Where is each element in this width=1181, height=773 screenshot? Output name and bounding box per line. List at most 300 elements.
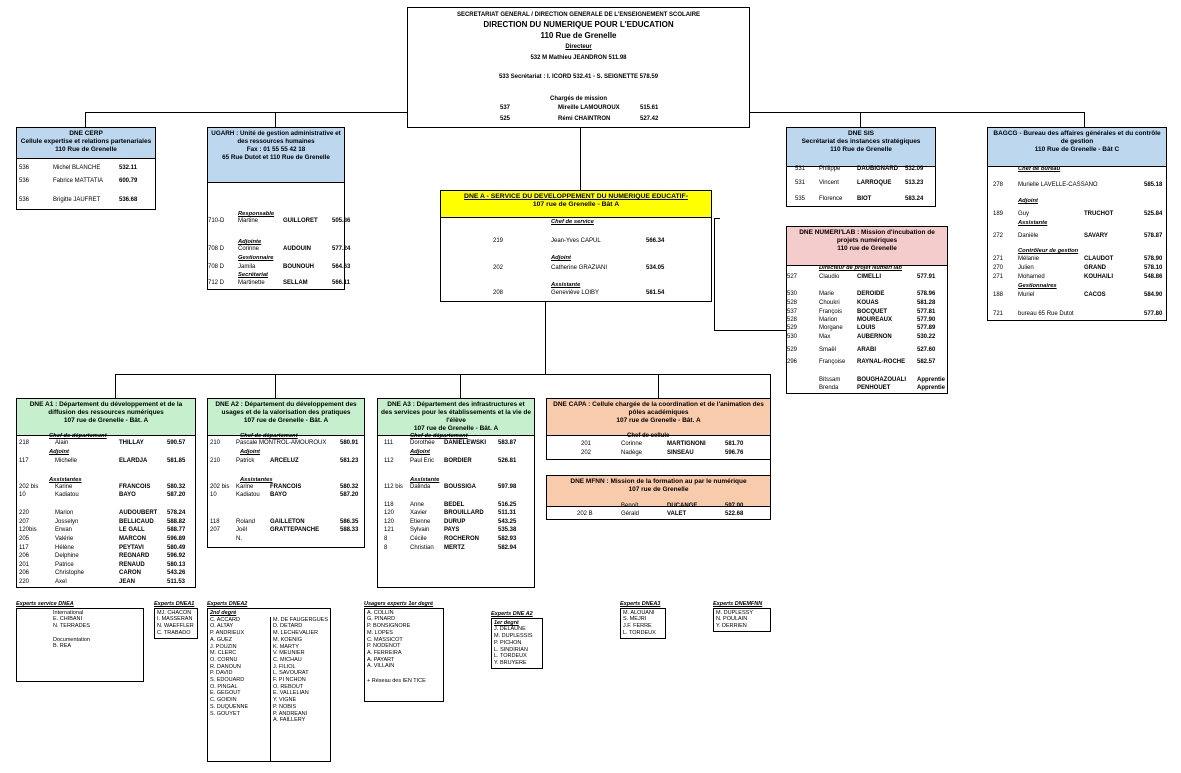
- person-ln: KOUAS: [857, 300, 879, 306]
- person-fn: Martine: [238, 218, 259, 224]
- person-row: [787, 347, 947, 355]
- connector: [460, 374, 461, 398]
- a3-address: 107 rue de Grenelle - Bât. A: [413, 425, 499, 432]
- person-no: 206: [19, 570, 30, 576]
- person-tel: 585.18: [1144, 182, 1163, 188]
- expert-name: R. DANOUN: [210, 663, 241, 670]
- expert-name: O. CORNU: [210, 656, 238, 663]
- expert-name: P. PICHON: [494, 639, 522, 646]
- person-row: [378, 440, 534, 448]
- expert-name: C. ACCARD: [210, 616, 240, 623]
- a2-address: 107 rue de Grenelle - Bât. A: [243, 417, 329, 424]
- person-row: [787, 359, 947, 367]
- person-row: [17, 519, 195, 527]
- person-row: [208, 458, 364, 466]
- person-row: [208, 484, 364, 492]
- person-name: Geneviève LOIBY: [551, 290, 600, 296]
- person-row: [378, 536, 534, 544]
- person-ln: MARCON: [119, 536, 146, 542]
- person-fn: Pascale MONTROL-AMOUROUX: [236, 440, 327, 446]
- expert-name: A. GUEZ: [210, 636, 233, 643]
- person-no: 531: [795, 166, 806, 172]
- role-label: Assistantes: [240, 477, 273, 483]
- expert-name: J. FILIOL: [273, 663, 296, 670]
- person-name: Fabrice MATTATIA: [53, 178, 104, 184]
- person-no: 10: [19, 492, 26, 498]
- person-fn: Marion: [55, 510, 74, 516]
- person-tel: 578.90: [1144, 256, 1163, 262]
- person-no: 189: [993, 211, 1004, 217]
- cm-name: Rémi CHAINTRON: [558, 116, 611, 122]
- expert-name: International: [53, 609, 84, 616]
- expert-name: M. CLERC: [210, 650, 237, 657]
- person-tel: 581.85: [167, 458, 186, 464]
- bagcg-title: BAGCG - Bureau des affaires générales et du contrôle de gestion: [993, 130, 1161, 145]
- person-fn: Murielle LAVELLE-CASSANO: [1018, 182, 1098, 188]
- person-ln: GRAND: [1084, 265, 1106, 271]
- person-fn: Karine: [236, 484, 254, 490]
- person-no: 220: [19, 510, 30, 516]
- person-fn: Bitssam: [819, 377, 841, 383]
- person-row: [17, 458, 195, 466]
- sis-subtitle: Secrétariat des instances stratégiques: [801, 138, 921, 145]
- a1-box: [16, 398, 196, 588]
- person-row: [378, 527, 534, 535]
- experts-col: [210, 617, 248, 718]
- person-ln: BOUSSIGA: [444, 484, 477, 490]
- connector: [1084, 112, 1085, 127]
- experts-mfnn: [713, 601, 771, 632]
- person-row: [17, 492, 195, 500]
- role-label: Directeur de projet Numeri'lab: [819, 265, 902, 271]
- expert-name: M. KOENIG: [273, 636, 303, 643]
- person-fn: Nadège: [621, 450, 643, 456]
- person-tel: 581.23: [340, 458, 359, 464]
- lab-box: [786, 226, 948, 394]
- a2-box: [207, 398, 365, 548]
- expert-name: A. COLLIN: [367, 609, 394, 616]
- person-fn: Morgane: [819, 325, 843, 331]
- person-tel: 522.68: [725, 511, 744, 517]
- expert-name: L. TORDEUX: [623, 629, 656, 636]
- person-no: 118: [210, 519, 220, 525]
- person-ln: LOUIS: [857, 325, 876, 331]
- person-no: 112 bis: [384, 484, 403, 490]
- role-label: Adjoint: [551, 255, 571, 261]
- person-tel: 588.82: [167, 519, 186, 525]
- expert-name: P. ANDREANI: [273, 710, 308, 717]
- person-row: [787, 166, 935, 174]
- person-row: [441, 290, 711, 298]
- role-label: Assistante: [410, 477, 440, 483]
- person-ln: BAYO: [119, 492, 136, 498]
- person-tel: 578.96: [917, 291, 936, 297]
- expert-name: K. MARTY: [273, 643, 299, 650]
- person-ln: CLAUDOT: [1084, 256, 1114, 262]
- person-fn: bureau 65 Rue Dutot: [1018, 311, 1074, 317]
- person-ln: DUCANGE: [667, 503, 698, 509]
- a3-header: [378, 399, 534, 436]
- person-fn: Delphine: [55, 553, 79, 559]
- expert-name: M. ALOUANI: [623, 609, 655, 616]
- connector: [714, 218, 720, 219]
- person-tel: 548.86: [1144, 274, 1163, 280]
- expert-name: S. EDOUARD: [210, 677, 245, 684]
- person-tel: 526.81: [498, 458, 517, 464]
- expert-name: M. DE FAUGERGUES: [273, 616, 329, 623]
- expert-name: N. TERRADES: [53, 623, 90, 630]
- person-fn: Kadiatou: [236, 492, 260, 498]
- expert-name: M. DUPLESSY: [716, 609, 753, 616]
- person-row: [17, 484, 195, 492]
- expert-name: P. DAVID: [210, 670, 233, 677]
- role-label: Adjoint: [410, 449, 430, 455]
- person-fn: Vincent: [819, 180, 839, 186]
- experts-title: Experts DNEA2: [207, 601, 248, 607]
- person-no: 118: [384, 502, 394, 508]
- person-tel: 535.38: [498, 527, 517, 533]
- person-fn: N.: [236, 536, 242, 542]
- person-tel: 511.31: [498, 510, 517, 516]
- person-tel: 587.20: [167, 492, 186, 498]
- ugarh-box: [207, 127, 351, 290]
- person-row: [988, 211, 1166, 219]
- person-row: [787, 196, 935, 204]
- person-no: 536: [19, 165, 30, 171]
- ugarh-fax: Fax : 01 55 55 42 18: [246, 146, 306, 153]
- person-tel: 527.60: [917, 347, 936, 353]
- expert-name: I. MASSERAN: [157, 616, 193, 623]
- person-tel: 532.09: [905, 166, 924, 172]
- sis-address: 110 Rue de Grenelle: [830, 146, 892, 153]
- person-row: [988, 274, 1166, 282]
- person-fn: Philippe: [819, 166, 841, 172]
- person-fn: Erwan: [55, 527, 73, 533]
- person-ln: ARCELUZ: [270, 458, 299, 464]
- person-tel: 597.98: [498, 484, 517, 490]
- expert-name: D. DETARD: [273, 623, 303, 630]
- person-no: 112: [384, 458, 394, 464]
- experts-title: Experts DNEMFNN: [713, 601, 763, 607]
- person-no: 219: [493, 238, 504, 244]
- person-no: 207: [210, 527, 221, 533]
- person-no: 218: [19, 440, 30, 446]
- person-no: 530: [787, 334, 798, 340]
- cm-tel: 515.61: [640, 105, 659, 111]
- role-label: Adjoint: [240, 449, 260, 455]
- person-no: 531: [795, 180, 806, 186]
- person-fn: Françoise: [819, 359, 846, 365]
- person-ln: MARTIGNONI: [667, 441, 706, 447]
- person-no: 201: [581, 441, 592, 447]
- person-ln: JEAN: [119, 579, 136, 585]
- sis-title: DNE SIS: [847, 130, 874, 137]
- expert-name: M. LECHEVALIER: [273, 630, 319, 637]
- person-no: 529: [787, 347, 798, 353]
- a3-box: [377, 398, 535, 588]
- expert-name: C. MICHAU: [273, 656, 302, 663]
- expert-name: Y. DERRIEN: [716, 623, 747, 630]
- person-ln: LE GALL: [119, 527, 145, 533]
- person-no: 202: [493, 265, 504, 271]
- person-tel: 600.79: [119, 178, 138, 184]
- role-label: Secrétariat: [238, 272, 268, 278]
- person-fn: Marie: [819, 291, 835, 297]
- person-fn: Kadiatou: [55, 492, 79, 498]
- person-row: [787, 291, 947, 299]
- person-tel: 582.94: [498, 545, 517, 551]
- person-ln: BROUILLARD: [444, 510, 484, 516]
- person-fn: Karine: [55, 484, 73, 490]
- cerp-title: DNE CERP: [69, 130, 103, 137]
- person-fn: Axel: [55, 579, 67, 585]
- person-no: 206: [19, 553, 30, 559]
- person-tel: 534.05: [646, 265, 665, 271]
- cm-no: 525: [500, 116, 511, 122]
- director-line: 532 M Mathieu JEANDRON 511.98: [530, 55, 627, 61]
- role-label: Chef de département: [49, 433, 107, 439]
- person-tel: 577.24: [332, 246, 351, 252]
- a3-title: DNE A3 : Département des infrastructures et des services pour les établissements et la vie de l'élève: [381, 401, 531, 424]
- expert-name: O. ALTAY: [210, 623, 234, 630]
- person-tel: 581.54: [646, 290, 665, 296]
- cerp-address: 110 Rue de Grenelle: [55, 146, 117, 153]
- expert-name: A. FAILLERY: [273, 717, 306, 724]
- person-tel: 581.28: [917, 300, 936, 306]
- person-ln: DAUBIGNARD: [857, 166, 898, 172]
- person-ln: SINSEAU: [667, 450, 694, 456]
- person-row: [787, 180, 935, 188]
- expert-name: Y. VIGNE: [273, 697, 297, 704]
- person-fn: Patrick: [236, 458, 255, 464]
- person-row: [17, 579, 195, 587]
- person-row: [17, 570, 195, 578]
- person-no: 8: [384, 545, 388, 551]
- person-tel: 530.22: [917, 334, 936, 340]
- person-tel: 582.57: [917, 359, 936, 365]
- person-ln: DEROIDE: [857, 291, 885, 297]
- person-no: 117: [19, 458, 29, 464]
- person-tel: 596.76: [725, 450, 744, 456]
- person-ln: CARON: [119, 570, 141, 576]
- person-no: 202 bis: [19, 484, 39, 490]
- person-ln: BAYO: [270, 492, 287, 498]
- lab-header: [787, 227, 947, 266]
- dnea-title: DNE A - SERVICE DU DEVELOPPEMENT DU NUMERIQUE EDUCATIF-: [464, 193, 688, 200]
- connector: [860, 112, 861, 127]
- experts-a3: [620, 601, 666, 639]
- person-fn: Joël: [236, 527, 248, 533]
- person-tel: 580.91: [340, 440, 359, 446]
- person-tel: 566.34: [646, 238, 665, 244]
- person-fn: Smaël: [819, 347, 837, 353]
- person-tel: 578.87: [1144, 233, 1163, 239]
- person-ln: ARABI: [857, 347, 876, 353]
- person-row: [378, 458, 534, 466]
- person-fn: Josselyn: [55, 519, 79, 525]
- mfnn-address: 107 rue de Grenelle: [628, 486, 689, 493]
- person-no: 202 bis: [210, 484, 230, 490]
- person-fn: Brenda: [819, 385, 839, 391]
- person-ln: BORDIER: [444, 458, 472, 464]
- person-fn: Anne: [410, 502, 425, 508]
- experts-dnea1: [154, 601, 198, 639]
- person-tel: 505.86: [332, 218, 351, 224]
- person-no: 201: [19, 562, 30, 568]
- dnea-header: [441, 191, 711, 218]
- person-tel: 532.11: [119, 165, 138, 171]
- person-ln: CACOS: [1084, 292, 1106, 298]
- person-no: 208: [493, 290, 504, 296]
- experts-list: [154, 608, 198, 639]
- connector: [275, 112, 276, 127]
- person-ln: KOUHAILI: [1084, 274, 1113, 280]
- top-line-2: DIRECTION DU NUMERIQUE POUR L'EDUCATION: [483, 20, 674, 29]
- person-tel: 590.57: [167, 440, 186, 446]
- person-row: [787, 300, 947, 308]
- person-tel: 577.91: [917, 274, 936, 280]
- person-name: Brigitte JAUFRET: [53, 197, 101, 203]
- capa-box: [546, 398, 771, 460]
- ugarh-header: [208, 128, 344, 183]
- person-row: [378, 545, 534, 553]
- person-no: 121: [384, 527, 395, 533]
- expert-name: N. POULAIN: [716, 616, 748, 623]
- expert-name: S. DUQUENNE: [210, 703, 249, 710]
- person-row: [787, 309, 947, 317]
- role-label: Chef de bureau: [1018, 166, 1061, 172]
- person-tel: 543.26: [167, 570, 186, 576]
- experts-subtitle: 2nd degré: [210, 609, 237, 616]
- person-row: [787, 385, 947, 393]
- person-fn: Max: [819, 334, 831, 340]
- person-ln: THILLAY: [119, 440, 144, 446]
- connector: [658, 374, 659, 398]
- person-tel: 577.89: [917, 325, 936, 331]
- role-label: Adjointe: [238, 239, 262, 245]
- sis-header: [787, 128, 935, 167]
- person-tel: 566.11: [332, 280, 351, 286]
- person-no: 712 D: [208, 280, 225, 286]
- person-ln: PENHOUET: [857, 385, 891, 391]
- experts-list: [207, 608, 331, 762]
- person-fn: Corinne: [238, 246, 260, 252]
- a2-header: [208, 399, 364, 436]
- person-row: [208, 536, 364, 544]
- connector: [115, 374, 771, 375]
- person-no: 272: [993, 233, 1004, 239]
- person-tel: 586.35: [340, 519, 359, 525]
- experts-subtitle: 1er degré: [494, 619, 519, 626]
- person-tel: 577.90: [917, 317, 936, 323]
- expert-name: P. NODENOT: [367, 643, 401, 650]
- role-label: Adjoint: [49, 449, 69, 455]
- person-ln: MERTZ: [444, 545, 465, 551]
- a2-title: DNE A2 : Département du développement des usages et de la valorisation des pratiques: [215, 401, 357, 416]
- person-no: 270: [993, 265, 1004, 271]
- person-ln: DANIELEWSKI: [444, 440, 486, 446]
- person-fn: Hélène: [55, 545, 75, 551]
- person-no: 202: [581, 450, 592, 456]
- person-tel: 580.32: [167, 484, 186, 490]
- mfnn-title: DNE MFNN : Mission de la formation au par le numérique: [570, 478, 747, 485]
- person-fn: Martinette: [238, 280, 265, 286]
- connector: [545, 302, 546, 374]
- person-fn: Etienne: [410, 519, 431, 525]
- expert-name: J. POUZIN: [210, 643, 237, 650]
- person-tel: 583.87: [498, 440, 517, 446]
- person-tel: 596.92: [167, 553, 186, 559]
- person-fn: Roland: [236, 519, 256, 525]
- experts-usagers: [364, 601, 444, 702]
- expert-name: C. TRABADO: [157, 629, 191, 636]
- person-tel: 516.25: [498, 502, 517, 508]
- person-row: [208, 246, 351, 254]
- person-fn: Benoît: [621, 503, 639, 509]
- person-row: [208, 527, 364, 535]
- expert-name: P. NOBIS: [273, 703, 297, 710]
- person-fn: Mélanie: [1018, 256, 1040, 262]
- person-row: [208, 264, 351, 272]
- person-no: 296: [787, 359, 798, 365]
- person-row: [787, 317, 947, 325]
- person-row: [988, 292, 1166, 300]
- person-row: [441, 265, 711, 273]
- experts-dnea: [16, 601, 144, 682]
- person-tel: 577.81: [917, 309, 936, 315]
- person-row: [378, 510, 534, 518]
- person-no: 530: [787, 291, 798, 297]
- experts-title: Experts DNEA3: [620, 601, 661, 607]
- direction-box: [407, 7, 750, 128]
- expert-name: N. WAEFFLER: [157, 623, 194, 630]
- person-row: [787, 325, 947, 333]
- person-tel: 525.84: [1144, 211, 1163, 217]
- person-fn: Muriel: [1018, 292, 1035, 298]
- person-ln: PEYTAVI: [119, 545, 144, 551]
- person-tel: 578.24: [167, 510, 186, 516]
- role-label: Assistante: [551, 282, 581, 288]
- experts-list: [713, 608, 771, 632]
- person-no: 120bis: [19, 527, 37, 533]
- person-tel: 543.25: [498, 519, 517, 525]
- expert-name: M. DUPLESSIS: [494, 633, 533, 640]
- person-row: [17, 165, 155, 173]
- role-label: Chef de cellule: [627, 433, 670, 439]
- secretariat-line: 533 Secrétariat : I. ICORD 532.41 - S. SEIGNETTE 578.59: [498, 74, 659, 80]
- person-tel: 581.70: [725, 441, 744, 447]
- person-fn: Julien: [1018, 265, 1034, 271]
- experts-list: [491, 618, 543, 669]
- person-fn: Dorothée: [410, 440, 435, 446]
- expert-name: F. PI NCHON: [273, 677, 306, 684]
- person-no: 271: [993, 256, 1004, 262]
- person-fn: Mohamed: [1018, 274, 1045, 280]
- dnea-box: [440, 190, 712, 302]
- role-label: Gestionnaires: [1018, 283, 1057, 289]
- experts-title: Usagers experts 1er degré: [364, 601, 434, 607]
- cerp-header: [17, 128, 155, 159]
- person-row: [441, 238, 711, 246]
- experts-list: [620, 608, 666, 639]
- person-fn: Paul Eric: [410, 458, 435, 464]
- person-no: 278: [993, 182, 1004, 188]
- person-fn: Valérie: [55, 536, 74, 542]
- expert-name: P. BONSIGNORE: [367, 623, 411, 630]
- person-no: 210: [210, 458, 221, 464]
- person-tel: 536.68: [119, 197, 138, 203]
- person-ln: LARROQUE: [857, 180, 892, 186]
